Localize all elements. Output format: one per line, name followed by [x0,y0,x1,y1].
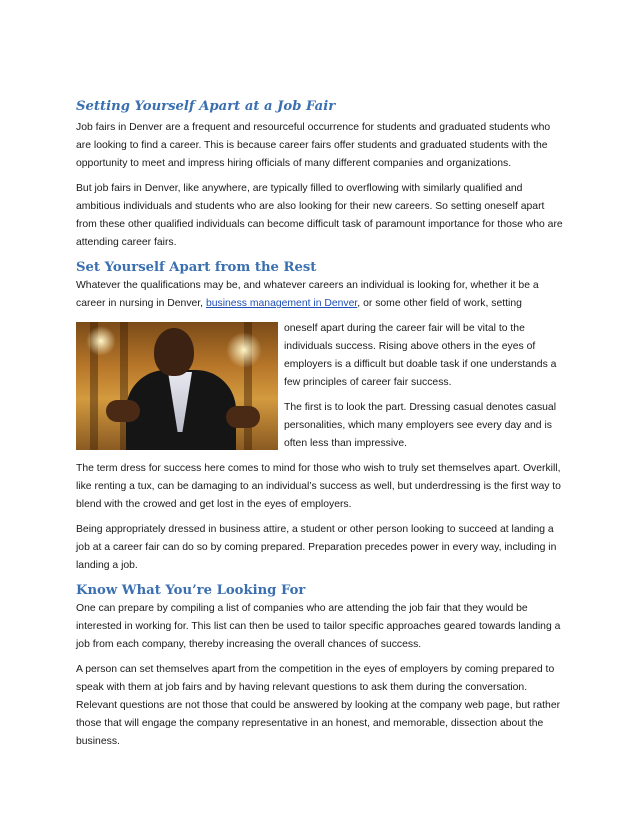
paragraph-dress-for-success: The term dress for success here comes to mind for those who wish to truly set themselves apart. Overkill, like renting a tux, can be damaging to an individual’s success as well, but underdressing is the first way to blend with the crowed and get lost in the eyes of employers. [76,463,561,510]
paragraph-qualifications [76,277,564,313]
paragraph-look-the-part: The first is to look the part. Dressing casual denotes casual personalities, which many employers see every day and is often less than impressive. [284,402,557,449]
paragraph-crowded-fairs: But job fairs in Denver, like anywhere, are typically filled to overflowing with similarly qualified and ambitious individuals and students who are also looking for their new careers. So setting oneself apart from these other qualified individuals can become difficult task of paramount importance for those who are attending career fairs. [76,183,563,248]
paragraph-relevant-questions: A person can set themselves apart from the competition in the eyes of employers by coming prepared to speak with them at job fairs and by having relevant questions to ask them during the conversation. Relevant questions are not those that could be answered by looking at the company web page, but rather those that will engage the company representative in an honest, and memorable, dissection about the business. [76,664,561,747]
paragraph-compile-list: One can prepare by compiling a list of companies who are attending the job fair that they would be interested in working for. This list can then be used to tailor specific approaches geared towards landing a job from each company, thereby increasing the overall chances of success. [76,603,561,650]
qualifications-text-end-pre: , or some other field of work, setting [357,298,522,309]
section-heading-set-apart: Set Yourself Apart from the Rest [76,260,317,275]
article-title: Setting Yourself Apart at a Job Fair [76,99,336,114]
document-page [76,98,564,758]
paragraph-business-attire: Being appropriately dressed in business attire, a student or other person looking to succeed at landing a job at a career fair can do so by coming prepared. Preparation precedes power in every way, including in landing a job. [76,524,557,571]
qualifications-text-start: Whatever the qualifications may be, and whatever careers an individual is looking for, whether it be a career in nursing in Denver, [76,280,539,309]
paragraph-qualifications-continued: oneself apart during the career fair will be vital to the individuals success. Rising above others in the eyes of employers is a difficult but doable task if one understands a few principles of career fair success. [284,323,557,388]
business-management-link[interactable]: business management in Denver [205,298,358,309]
businessman-photo [76,322,278,450]
section-heading-know-what: Know What You’re Looking For [76,583,306,598]
paragraph-intro: Job fairs in Denver are a frequent and resourceful occurrence for students and graduated students who are looking to find a career. This is because career fairs offer students and graduated students with the opportunity to meet and impress hiring officials of many different companies and organizations. [76,122,551,169]
